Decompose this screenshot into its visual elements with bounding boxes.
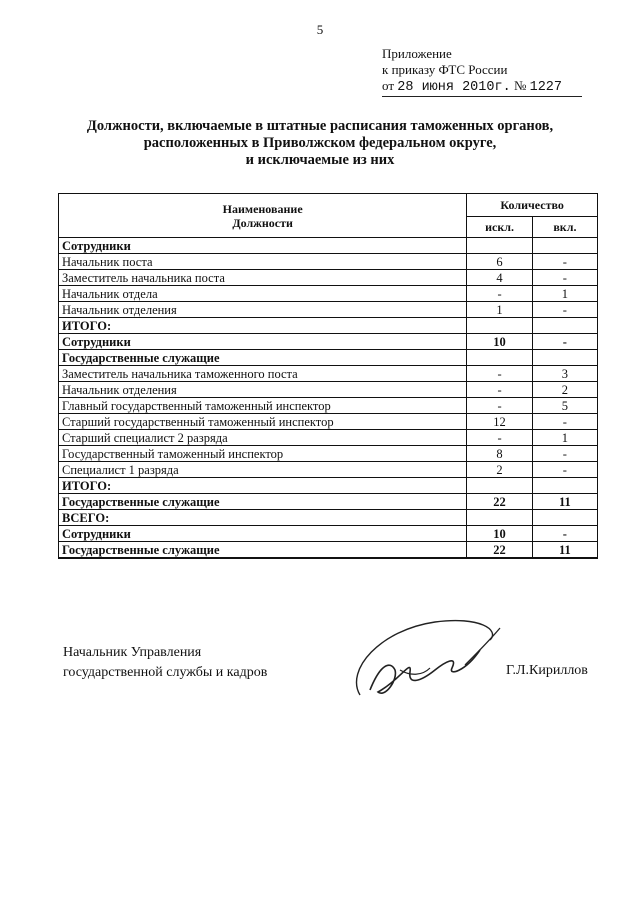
number-prefix: № (513, 78, 527, 93)
row-excl: - (467, 430, 532, 446)
header-name-line-2: Должности (232, 215, 293, 230)
table-row (59, 366, 598, 382)
row-excl: 10 (467, 334, 532, 350)
row-name: Начальник отдела (59, 286, 467, 302)
row-name: Начальник отделения (59, 382, 467, 398)
row-excl: 8 (467, 446, 532, 462)
row-incl: - (532, 462, 597, 478)
table-row (59, 398, 598, 414)
table-row (59, 270, 598, 286)
row-excl: 4 (467, 270, 532, 286)
row-incl: 2 (532, 382, 597, 398)
page-number: 5 (316, 22, 324, 37)
row-name: Заместитель начальника поста (59, 270, 467, 286)
row-name: Начальник отделения (59, 302, 467, 318)
header-incl: вкл. (532, 217, 597, 238)
row-name: ИТОГО: (59, 478, 467, 494)
row-name: Начальник поста (59, 254, 467, 270)
appendix-title: Приложение (382, 46, 452, 61)
title-line-2: расположенных в Приволжском федеральном округе, (143, 135, 497, 151)
row-excl: - (467, 398, 532, 414)
row-name: Государственные служащие (59, 542, 467, 559)
table-row (59, 478, 598, 494)
row-name: Заместитель начальника таможенного поста (59, 366, 467, 382)
document-title (40, 118, 600, 169)
table-row (59, 382, 598, 398)
row-incl: - (532, 254, 597, 270)
row-excl: 6 (467, 254, 532, 270)
row-name: ВСЕГО: (59, 510, 467, 526)
order-date: 28 июня 2010г. (397, 80, 511, 95)
row-incl: - (532, 526, 597, 542)
row-incl: - (532, 414, 597, 430)
positions-table (58, 193, 598, 559)
table-row (59, 334, 598, 350)
row-incl (532, 238, 597, 254)
position-line-2: государственной службы и кадров (63, 665, 268, 680)
row-name: Главный государственный таможенный инспектор (59, 398, 467, 414)
row-excl: - (467, 366, 532, 382)
row-incl: 11 (532, 494, 597, 510)
row-name: Государственные служащие (59, 350, 467, 366)
header-excl: искл. (467, 217, 532, 238)
row-excl: 12 (467, 414, 532, 430)
row-incl: 11 (532, 542, 597, 559)
row-name: ИТОГО: (59, 318, 467, 334)
signatory-position (63, 643, 267, 683)
row-name: Старший специалист 2 разряда (59, 430, 467, 446)
table-row (59, 446, 598, 462)
row-name: Государственные служащие (59, 494, 467, 510)
table-row (59, 350, 598, 366)
row-incl: - (532, 334, 597, 350)
row-excl: 1 (467, 302, 532, 318)
table-row (59, 238, 598, 254)
title-line-3: и исключаемые из них (245, 152, 395, 168)
row-excl (467, 510, 532, 526)
row-incl (532, 510, 597, 526)
row-excl: 2 (467, 462, 532, 478)
table-row (59, 254, 598, 270)
table-row (59, 286, 598, 302)
position-line-1: Начальник Управления (63, 645, 202, 660)
row-incl (532, 478, 597, 494)
row-excl: 22 (467, 494, 532, 510)
row-incl: 5 (532, 398, 597, 414)
table-row (59, 510, 598, 526)
row-name: Специалист 1 разряда (59, 462, 467, 478)
table-row (59, 526, 598, 542)
appendix-date-line (382, 78, 582, 97)
row-incl: 1 (532, 430, 597, 446)
row-excl (467, 318, 532, 334)
table-row (59, 542, 598, 559)
table-body (59, 238, 598, 559)
row-incl (532, 350, 597, 366)
table-row (59, 414, 598, 430)
table-row (59, 318, 598, 334)
row-excl: 10 (467, 526, 532, 542)
row-excl (467, 238, 532, 254)
row-incl: - (532, 446, 597, 462)
appendix-order-ref: к приказу ФТС России (382, 62, 508, 77)
table-row (59, 302, 598, 318)
date-prefix: от (382, 78, 395, 93)
row-name: Сотрудники (59, 238, 467, 254)
header-name-line-1: Наименование (222, 201, 303, 216)
row-incl: 1 (532, 286, 597, 302)
row-name: Старший государственный таможенный инспектор (59, 414, 467, 430)
title-line-1: Должности, включаемые в штатные расписания таможенных органов, (86, 118, 554, 134)
row-name: Государственный таможенный инспектор (59, 446, 467, 462)
row-excl: - (467, 382, 532, 398)
table-row (59, 494, 598, 510)
row-excl (467, 478, 532, 494)
header-name (59, 194, 467, 238)
row-incl: - (532, 302, 597, 318)
row-name: Сотрудники (59, 334, 467, 350)
order-number: 1227 (529, 80, 562, 95)
row-excl: 22 (467, 542, 532, 559)
row-incl: - (532, 270, 597, 286)
row-excl (467, 350, 532, 366)
table-row (59, 462, 598, 478)
row-name: Сотрудники (59, 526, 467, 542)
header-quantity: Количество (467, 194, 598, 217)
table-row (59, 430, 598, 446)
appendix-block (382, 46, 612, 97)
row-excl: - (467, 286, 532, 302)
signatory-name: Г.Л.Кириллов (506, 663, 588, 678)
handwritten-signature (340, 610, 510, 720)
row-incl: 3 (532, 366, 597, 382)
row-incl (532, 318, 597, 334)
